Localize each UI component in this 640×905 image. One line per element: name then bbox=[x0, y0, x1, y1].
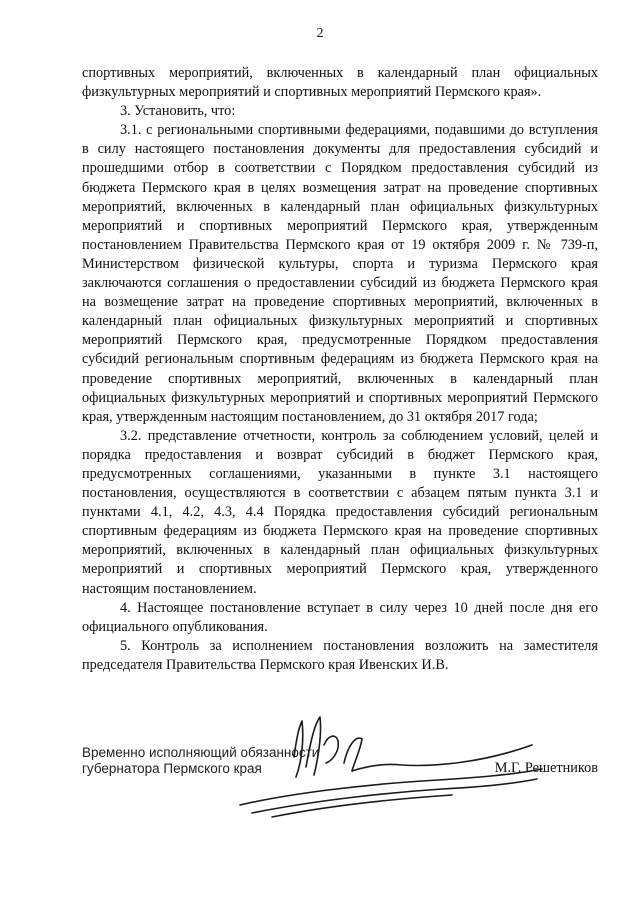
signer-title-line-2: губернатора Пермского края bbox=[82, 761, 262, 776]
paragraph-continuation: спортивных мероприятий, включенных в календарный план официальных физкультурных мероприятий и спортивных мероприятий Пермского края». bbox=[82, 65, 598, 101]
signature-block bbox=[82, 745, 598, 865]
document-body bbox=[82, 64, 598, 675]
paragraph-item-5: 5. Контроль за исполнением постановления возложить на заместителя председателя Правительства Пермского края Ивенских И.В. bbox=[82, 637, 598, 673]
signer-title-line-1: Временно исполняющий обязанности bbox=[82, 745, 320, 760]
signer-name: М.Г. Решетников bbox=[494, 760, 598, 776]
paragraph-item-3-2: 3.2. представление отчетности, контроль за соблюдением условий, целей и порядка предоставления и возврат субсидий в бюджет Пермского края, предусмотренных соглашениями, указанными в пункте 3.1 настоящего постановления, осуществляются в соответствии с абзацем пятым пункта 3.1 и пунктами 4.1, 4.2, 4.3, 4.4 Порядка предоставления субсидий региональным спортивным федерациям из бюджета Пермского края на проведение спортивных мероприятий, включенных в календарный план официальных физкультурных мероприятий и спортивных мероприятий Пермского края, утвержденного настоящим постановлением. bbox=[82, 427, 598, 597]
paragraph-item-3: 3. Установить, что: bbox=[120, 103, 236, 120]
paragraph-item-4: 4. Настоящее постановление вступает в силу через 10 дней после дня его официального опубликования. bbox=[82, 599, 598, 635]
page-number: 2 bbox=[316, 26, 324, 41]
paragraph-item-3-1: 3.1. с региональными спортивными федерациями, подавшими до вступления в силу настоящего постановления документы для предоставления субсидий и прошедшими отбор в соответствии с Порядком предоставления субсидий из бюджета Пермского края в целях возмещения затрат на проведение спортивных мероприятий, включенных в календарный план официальных физкультурных мероприятий и спортивных мероприятий Пермского края, утвержденным постановлением Правительства Пермского края от 19 октября 2009 г. № 739-п, Министерством физической культуры, спорта и туризма Пермского края заключаются соглашения о предоставлении субсидий из бюджета Пермского края на возмещение затрат на проведение спортивных мероприятий, включенных в календарный план официальных физкультурных мероприятий и спортивных мероприятий Пермского края, предусмотренные Порядком предоставления субсидий региональным спортивным федерациям из бюджета Пермского края на проведение спортивных мероприятий, включенных в календарный план официальных физкультурных мероприятий и спортивных мероприятий Пермского края, утвержденным настоящим постановлением, до 31 октября 2017 года; bbox=[82, 122, 598, 425]
